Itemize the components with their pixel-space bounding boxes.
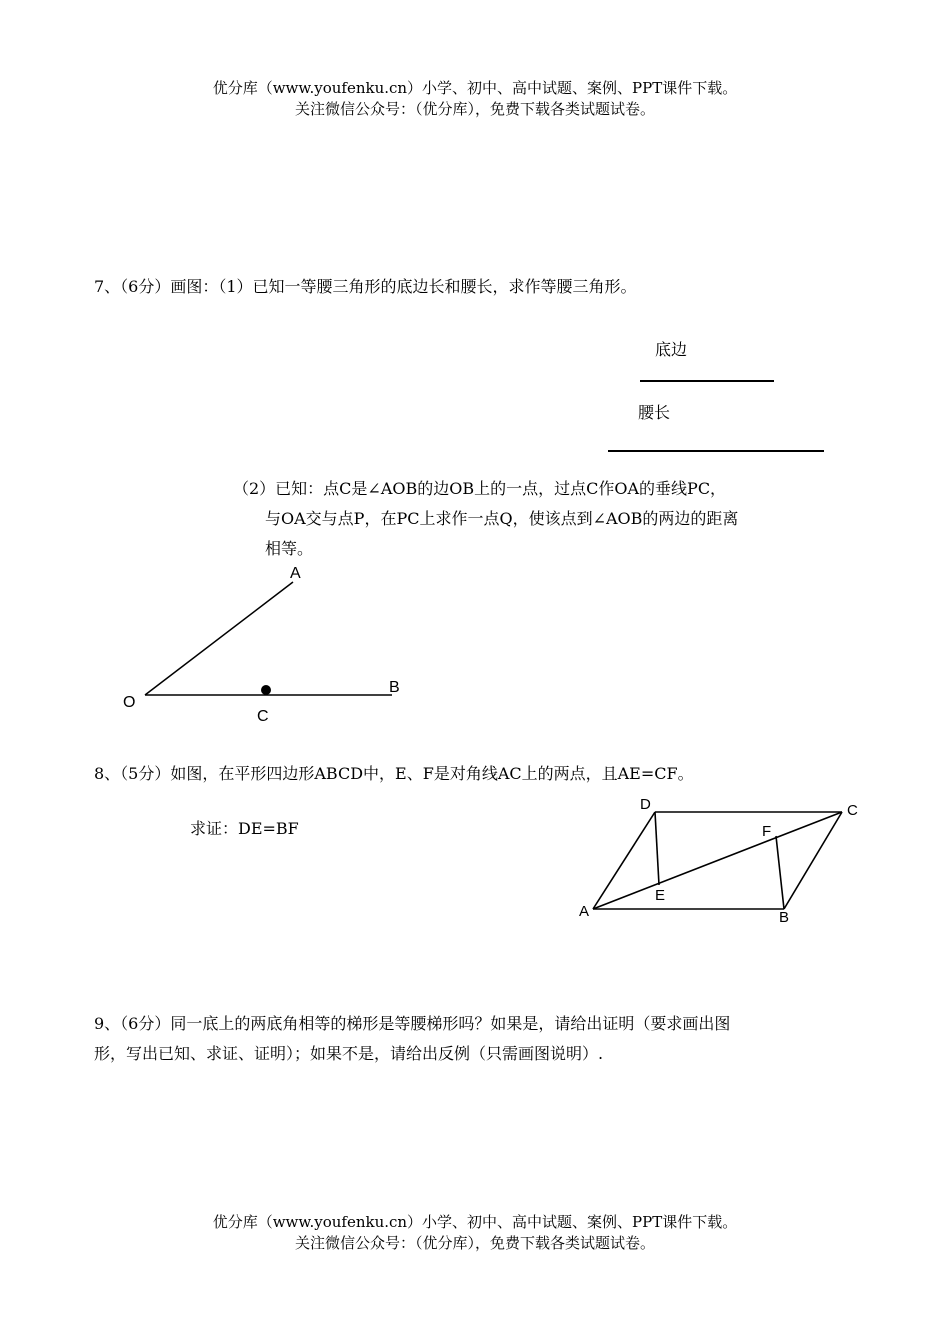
q8-label-e: E	[655, 887, 666, 904]
q8-label-a: A	[579, 903, 590, 920]
q7-base-label: 底边	[655, 340, 688, 359]
q7-label-c: C	[257, 708, 269, 725]
q8-label-c: C	[847, 802, 858, 819]
q9-line2: 形，写出已知、求证、证明）；如果不是，请给出反例（只需画图说明）.	[94, 1044, 604, 1063]
q8-label-b: B	[779, 909, 790, 926]
q7-label-o: O	[123, 694, 136, 711]
q7-label-a: A	[290, 565, 301, 582]
q7-part2-line1: （2）已知：点C是∠AOB的边OB上的一点，过点C作OA的垂线PC，	[233, 479, 727, 498]
side-ad	[593, 812, 655, 909]
header-line-2: 关注微信公众号：（优分库），免费下载各类试题试卷。	[294, 100, 655, 118]
q7-label-b: B	[389, 679, 400, 696]
segment-bf	[776, 836, 784, 909]
q8-label-d: D	[640, 796, 651, 813]
footer-line-2: 关注微信公众号：（优分库），免费下载各类试题试卷。	[294, 1234, 655, 1252]
q8-prove: 求证：DE=BF	[190, 819, 299, 838]
header-line-1: 优分库（www.youfenku.cn）小学、初中、高中试题、案例、PPT课件下载。	[212, 79, 738, 97]
q7-part2-line2: 与OA交与点P，在PC上求作一点Q，使该点到∠AOB的两边的距离	[265, 509, 739, 528]
q7-leg-label: 腰长	[638, 403, 671, 422]
segment-de	[655, 812, 659, 885]
q8-label-f: F	[762, 823, 772, 840]
side-bc	[784, 812, 842, 909]
diagonal-ac	[593, 812, 842, 909]
q8-stem: 8、（5分）如图，在平形四边形ABCD中，E、F是对角线AC上的两点，且AE=CF。	[94, 764, 694, 783]
q9-line1: 9、（6分）同一底上的两底角相等的梯形是等腰梯形吗？如果是，请给出证明（要求画出图	[94, 1014, 731, 1033]
footer-line-1: 优分库（www.youfenku.cn）小学、初中、高中试题、案例、PPT课件下载。	[212, 1213, 738, 1231]
q7-stem: 7、（6分）画图：（1）已知一等腰三角形的底边长和腰长，求作等腰三角形。	[94, 277, 637, 296]
q7-part2-line3: 相等。	[265, 539, 314, 558]
